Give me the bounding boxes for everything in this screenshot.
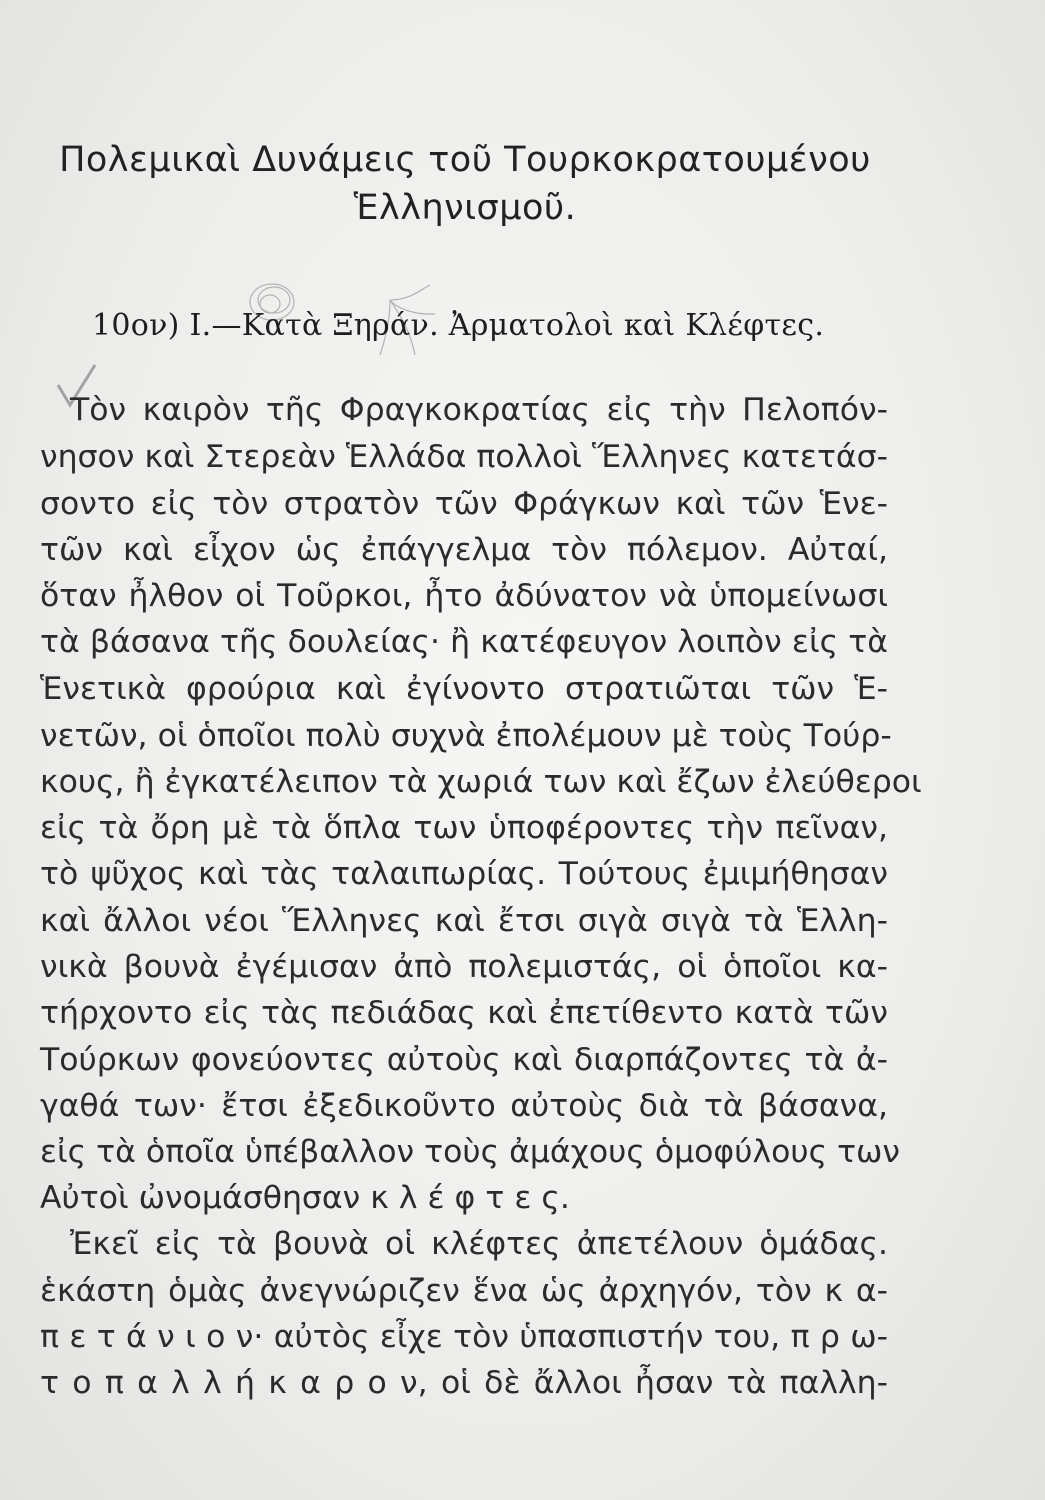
text-line: τῶν καὶ εἶχον ὡς ἐπάγγελμα τὸν πόλεμον. Αὐταί, bbox=[40, 532, 888, 568]
text-line: νησον καὶ Στερεὰν Ἑλλάδα πολλοὶ Ἕλληνες κατετάσ- bbox=[40, 439, 888, 475]
text-line: Τὸν καιρὸν τῆς Φραγκοκρατίας εἰς τὴν Πελοπόν- bbox=[70, 392, 888, 428]
text-line: εἰς τὰ ὁποῖα ὑπέβαλλον τοὺς ἀμάχους ὁμοφύλους των bbox=[40, 1134, 901, 1170]
text-line: Ἐκεῖ εἰς τὰ βουνὰ οἱ κλέφτες ἀπετέλουν ὁμάδας. bbox=[70, 1226, 888, 1262]
text-line: Τούρκων φονεύοντες αὐτοὺς καὶ διαρπάζοντες τὰ ἀ- bbox=[40, 1042, 888, 1078]
text-line: νικὰ βουνὰ ἐγέμισαν ἀπὸ πολεμιστάς, οἱ ὁποῖοι κα- bbox=[40, 949, 888, 985]
text-line: γαθά των· ἔτσι ἐξεδικοῦντο αὐτοὺς διὰ τὰ βάσανα, bbox=[40, 1088, 888, 1124]
text-line: Αὐτοὶ ὠνομάσθησαν κ λ έ φ τ ε ς. bbox=[40, 1180, 570, 1216]
page-title-line-1: Πολεμικαὶ Δυνάμεις τοῦ Τουρκοκρατουμένου bbox=[59, 140, 871, 180]
text-line: σοντο εἰς τὸν στρατὸν τῶν Φράγκων καὶ τῶν Ἑνε- bbox=[40, 486, 888, 522]
section-heading: 10ον) Ι.—Κατὰ Ξηράν. Ἀρματολοὶ καὶ Κλέφτες. bbox=[92, 308, 825, 343]
text-line: τὸ ψῦχος καὶ τὰς ταλαιπωρίας. Τούτους ἐμιμήθησαν bbox=[40, 856, 888, 892]
page-title-line-2: Ἑλληνισμοῦ. bbox=[353, 188, 577, 228]
text-line: τήρχοντο εἰς τὰς πεδιάδας καὶ ἐπετίθεντο κατὰ τῶν bbox=[40, 995, 888, 1031]
text-line: τὰ βάσανα τῆς δουλείας· ἢ κατέφευγον λοιπὸν εἰς τὰ bbox=[40, 624, 888, 660]
text-line: π ε τ ά ν ι ο ν· αὐτὸς εἶχε τὸν ὑπασπιστήν του, π ρ ω- bbox=[40, 1319, 888, 1355]
text-line: Ἑνετικὰ φρούρια καὶ ἐγίνοντο στρατιῶται τῶν Ἑ- bbox=[40, 671, 888, 707]
text-line: καὶ ἄλλοι νέοι Ἕλληνες καὶ ἔτσι σιγὰ σιγὰ τὰ Ἑλλη- bbox=[40, 903, 888, 939]
text-line: νετῶν, οἱ ὁποῖοι πολὺ συχνὰ ἐπολέμουν μὲ τοὺς Τούρ- bbox=[40, 718, 892, 754]
text-line: ἑκάστη ὁμὰς ἀνεγνώριζεν ἕνα ὡς ἀρχηγόν, τὸν κ α- bbox=[40, 1273, 888, 1309]
text-line: τ ο π α λ λ ή κ α ρ ο ν, οἱ δὲ ἄλλοι ἦσαν τὰ παλλη- bbox=[40, 1365, 888, 1401]
text-line: εἰς τὰ ὄρη μὲ τὰ ὅπλα των ὑποφέροντες τὴν πεῖναν, bbox=[40, 810, 888, 846]
text-line: ὅταν ἦλθον οἱ Τοῦρκοι, ἦτο ἀδύνατον νὰ ὑπομείνωσι bbox=[40, 578, 888, 614]
text-line: κους, ἢ ἐγκατέλειπον τὰ χωριά των καὶ ἔζων ἐλεύθεροι bbox=[40, 764, 922, 800]
